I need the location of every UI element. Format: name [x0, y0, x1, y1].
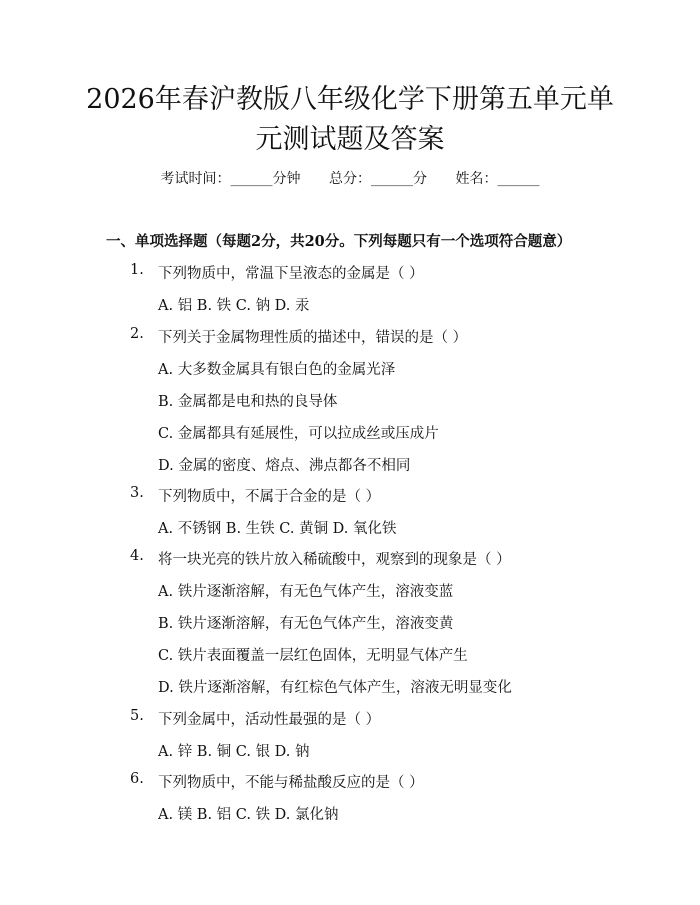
- exam-info-line: [0, 168, 700, 188]
- title-line-1: 2026年春沪教版八年级化学下册第五单元单: [86, 84, 614, 115]
- title-line-2: 元测试题及答案: [255, 124, 445, 155]
- question-number: 6.: [130, 771, 144, 787]
- question-number: 4.: [130, 548, 144, 564]
- question-number: 1.: [130, 262, 144, 278]
- question-options: A. 不锈钢 B. 生铁 C. 黄铜 D. 氧化铁: [158, 521, 397, 537]
- section-heading: 一、单项选择题（每题2分，共20分。下列每题只有一个选项符合题意）: [106, 233, 572, 250]
- option-b: B. 金属都是电和热的良导体: [158, 394, 338, 410]
- question-text: 下列关于金属物理性质的描述中，错误的是（ ）: [158, 330, 468, 346]
- option-b: B. 铁片逐渐溶解，有无色气体产生，溶液变黄: [158, 616, 454, 632]
- option-c: C. 金属都具有延展性，可以拉成丝或压成片: [158, 426, 439, 442]
- exam-time-field: 考试时间：______分钟: [160, 171, 301, 187]
- question-text: 下列物质中，不属于合金的是（ ）: [158, 489, 381, 505]
- question-number: 3.: [130, 485, 144, 501]
- document-title: [40, 80, 660, 160]
- question-options: A. 锌 B. 铜 C. 银 D. 钠: [158, 744, 310, 760]
- question-options: A. 镁 B. 铝 C. 铁 D. 氯化钠: [158, 807, 339, 823]
- question-text: 将一块光亮的铁片放入稀硫酸中，观察到的现象是（ ）: [158, 552, 511, 568]
- option-a: A. 铁片逐渐溶解，有无色气体产生，溶液变蓝: [158, 584, 454, 600]
- question-options: A. 铝 B. 铁 C. 钠 D. 汞: [158, 298, 310, 314]
- option-d: D. 铁片逐渐溶解，有红棕色气体产生，溶液无明显变化: [158, 680, 512, 696]
- option-c: C. 铁片表面覆盖一层红色固体，无明显气体产生: [158, 648, 468, 664]
- option-d: D. 金属的密度、熔点、沸点都各不相同: [158, 458, 411, 474]
- question-number: 5.: [130, 708, 144, 724]
- question-text: 下列金属中，活动性最强的是（ ）: [158, 712, 381, 728]
- option-a: A. 大多数金属具有银白色的金属光泽: [158, 362, 396, 378]
- question-text: 下列物质中，不能与稀盐酸反应的是（ ）: [158, 775, 424, 791]
- student-name-field: 姓名：______: [455, 171, 540, 187]
- question-text: 下列物质中，常温下呈液态的金属是（ ）: [158, 266, 424, 282]
- total-score-field: 总分：______分: [329, 171, 427, 187]
- question-number: 2.: [130, 326, 144, 342]
